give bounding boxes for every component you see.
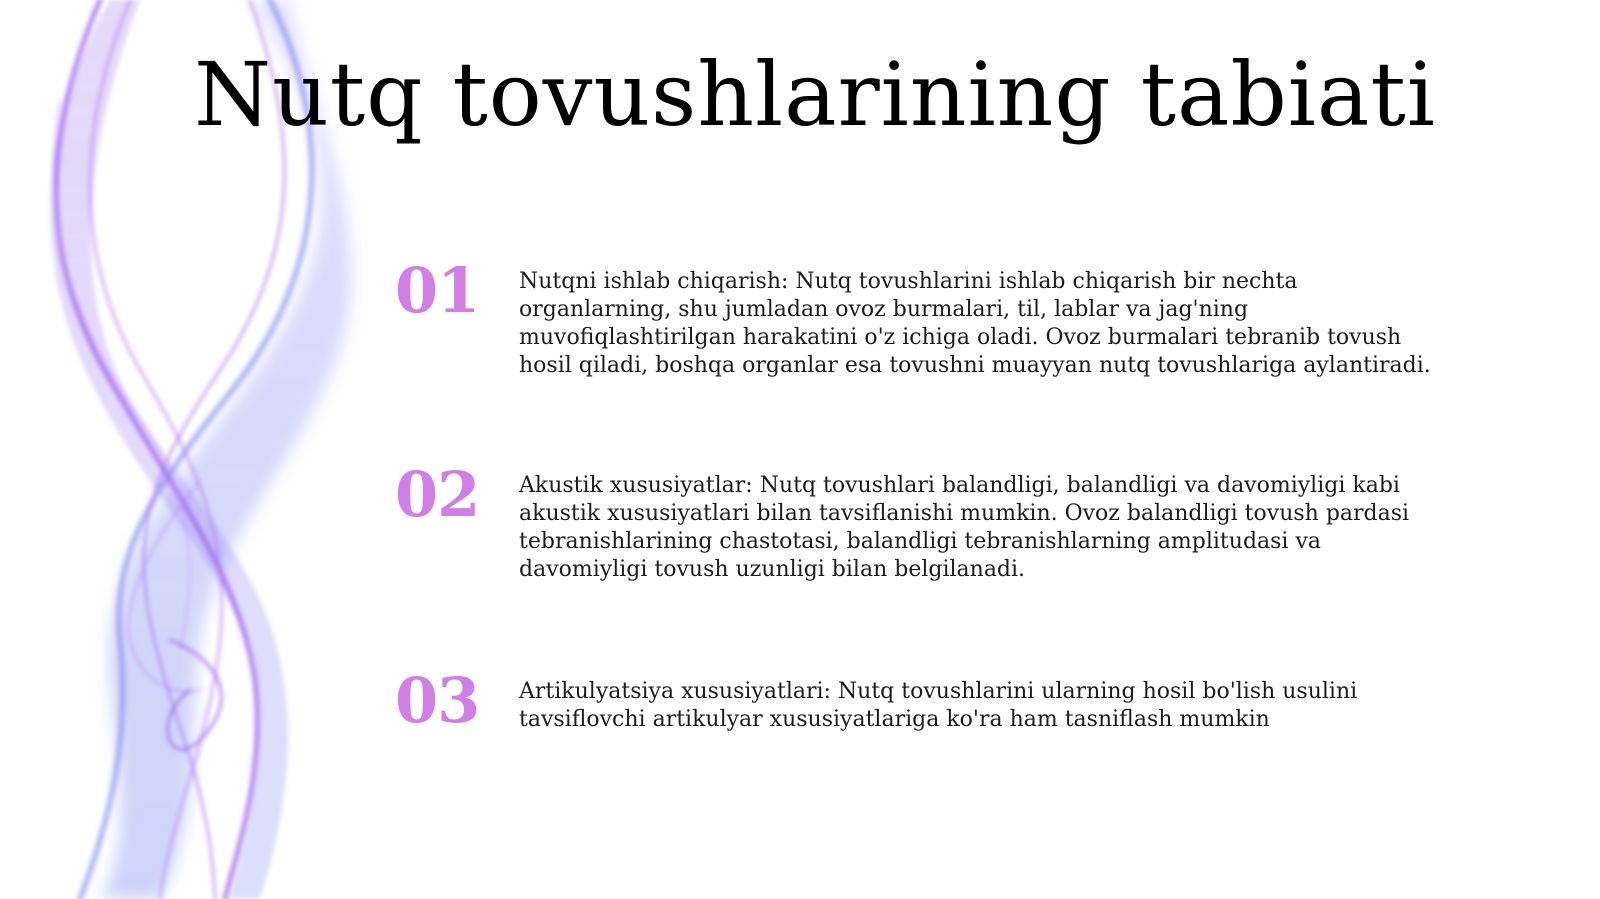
item-text: Nutqni ishlab chiqarish: Nutq tovushlarini ishlab chiqarish bir nechta organlarning, shu jumladan ovoz burmalari, til, lablar va jag'ning muvofiqlashtirilgan harakatini o'z ichiga oladi. Ovoz burmalari tebranib tovush hosil qiladi, boshqa organlar esa tovushni muayyan nutq tovushlariga aylantiradi. bbox=[519, 269, 1431, 378]
item-number: 02 bbox=[395, 458, 480, 531]
item-text: Akustik xususiyatlar: Nutq tovushlari balandligi, balandligi va davomiyligi kabi akustik xususiyatlari bilan tavsiflanishi mumkin. Ovoz balandligi tovush pardasi tebranishlarining chastotasi, balandligi tebranishlarning amplitudasi va davomiyligi tovush uzunligi bilan belgilanadi. bbox=[519, 473, 1410, 582]
item-text: Artikulyatsiya xususiyatlari: Nutq tovushlarini ularning hosil bo'lish usulini tavsiflovchi artikulyar xususiyatlariga ko'ra ham tasniflash mumkin bbox=[519, 679, 1358, 732]
item-number: 01 bbox=[395, 254, 480, 327]
item-number: 03 bbox=[395, 664, 480, 737]
slide-title: Nutq tovushlarining tabiati bbox=[194, 43, 1436, 146]
